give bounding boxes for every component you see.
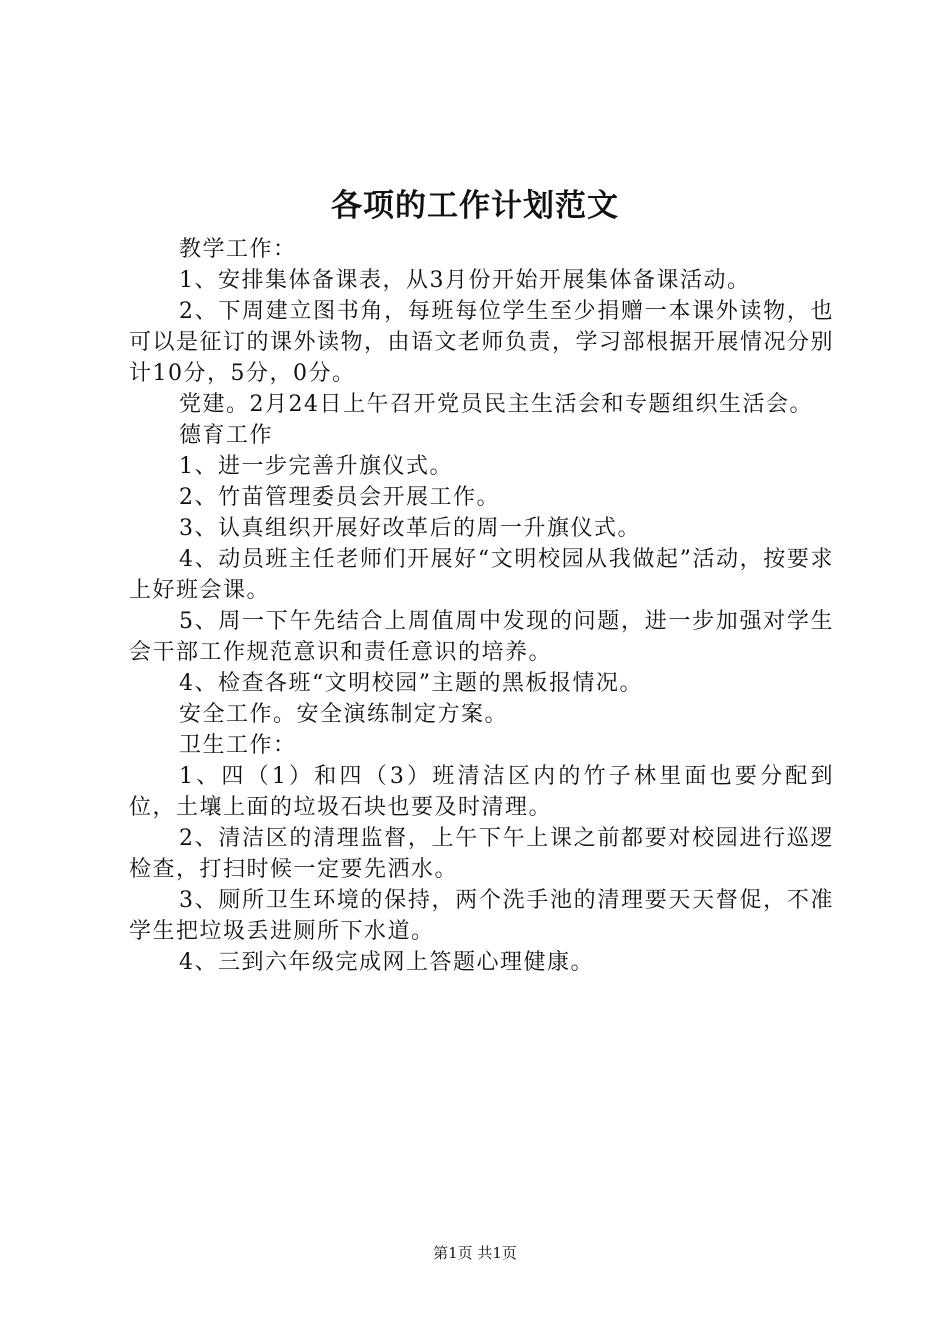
paragraph-hygiene-4: 4、三到六年级完成网上答题心理健康。	[179, 950, 594, 975]
paragraph-moral-4: 4、动员班主任老师们开展好“文明校园从我做起”活动，按要求上好班会课。	[129, 547, 834, 603]
paragraph-teaching-1: 1、安排集体备课表，从3月份开始开展集体备课活动。	[179, 268, 751, 293]
paragraph-moral-1: 1、进一步完善升旗仪式。	[179, 454, 453, 479]
paragraph-moral-5: 5、周一下午先结合上周值周中发现的问题，进一步加强对学生会干部工作规范意识和责任意识的培养。	[129, 609, 834, 665]
paragraph-teaching-heading: 教学工作：	[179, 237, 297, 262]
paragraph-hygiene-1: 1、四（1）和四（3）班清洁区内的竹子林里面也要分配到位，土壤上面的垃圾石块也要及时清理。	[129, 764, 834, 820]
paragraph-moral-6: 4、检查各班“文明校园”主题的黑板报情况。	[179, 671, 643, 696]
document-body	[129, 234, 834, 978]
paragraph-safety: 安全工作。安全演练制定方案。	[179, 702, 509, 727]
paragraph-moral-3: 3、认真组织开展好改革后的周一升旗仪式。	[179, 516, 641, 541]
paragraph-hygiene-3: 3、厕所卫生环境的保持，两个洗手池的清理要天天督促，不准学生把垃圾丢进厕所下水道。	[129, 888, 834, 944]
paragraph-teaching-2: 2、下周建立图书角，每班每位学生至少捐赠一本课外读物，也可以是征订的课外读物，由语文老师负责，学习部根据开展情况分别计10分，5分，0分。	[129, 299, 835, 386]
page-footer: 第1页 共1页	[433, 1244, 517, 1262]
paragraph-moral-heading: 德育工作	[179, 423, 274, 448]
document-title: 各项的工作计划范文	[331, 188, 619, 224]
paragraph-party-building: 党建。2月24日上午召开党员民主生活会和专题组织生活会。	[179, 392, 813, 417]
paragraph-moral-2: 2、竹苗管理委员会开展工作。	[179, 485, 500, 510]
paragraph-hygiene-heading: 卫生工作：	[179, 733, 297, 758]
paragraph-hygiene-2: 2、清洁区的清理监督，上午下午上课之前都要对校园进行巡逻检查，打扫时候一定要先洒水。	[129, 826, 834, 882]
